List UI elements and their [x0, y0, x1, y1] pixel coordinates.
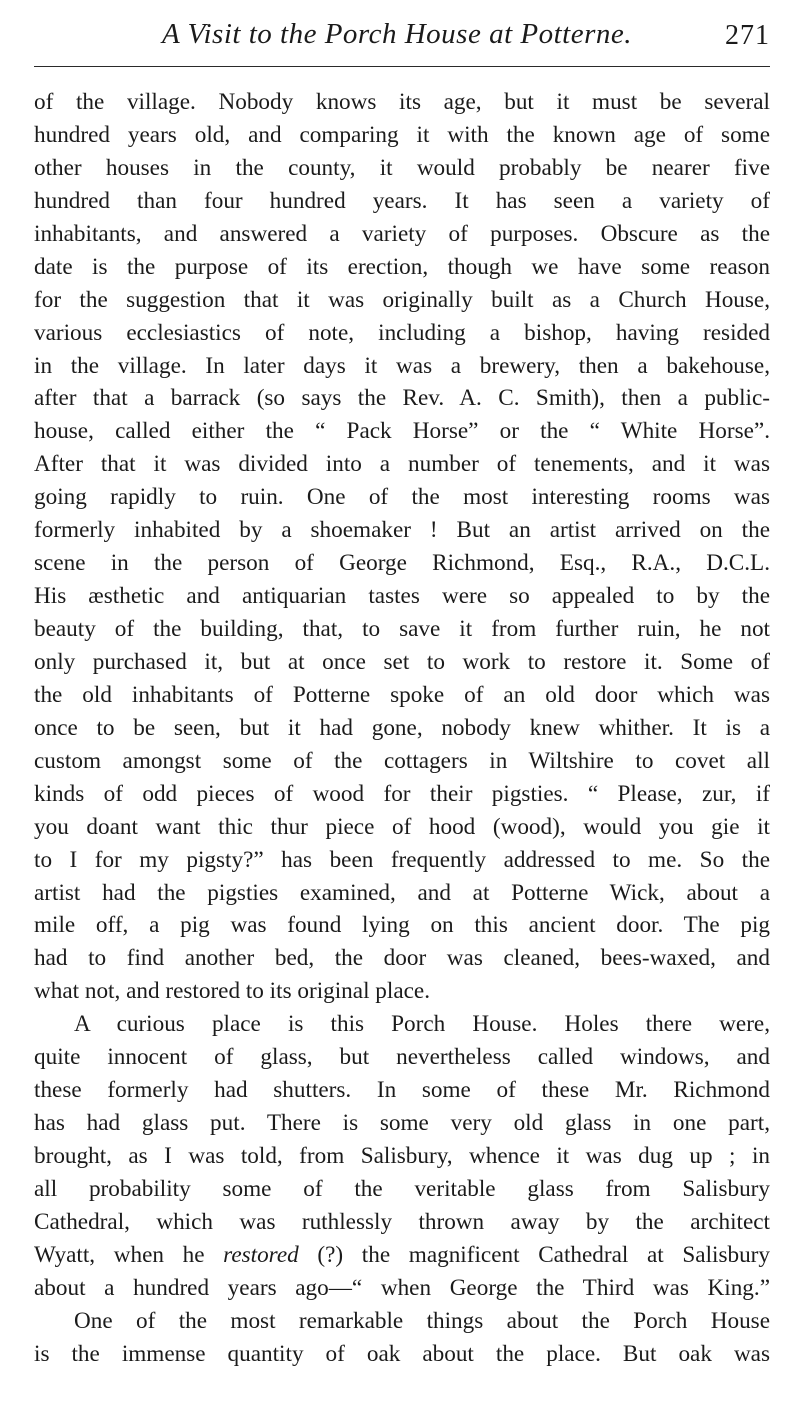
text-line: for the suggestion that it was originally built as a Church House,: [34, 286, 770, 313]
text-line: After that it was divided into a number of tenements, and it was: [34, 451, 770, 478]
text-line: artist had the pigsties examined, and at Potterne Wick, about a: [34, 879, 770, 906]
text-line: about a hundred years ago—“ when George the Third was King.”: [34, 1274, 770, 1301]
text-line: the old inhabitants of Potterne spoke of an old door which was: [34, 681, 770, 708]
text-line: going rapidly to ruin. One of the most interesting rooms was: [34, 484, 770, 511]
text-line: after that a barrack (so says the Rev. A. C. Smith), then a public-: [34, 385, 770, 412]
text-line: you doant want thic thur piece of hood (wood), would you gie it: [34, 813, 770, 840]
text-line: hundred than four hundred years. It has seen a variety of: [34, 187, 770, 214]
body-text: [34, 86, 770, 1371]
text-line: One of the most remarkable things about the Porch House: [74, 1307, 770, 1334]
text-line: has had glass put. There is some very old glass in one part,: [34, 1110, 770, 1137]
text-line: quite innocent of glass, but nevertheless called windows, and: [34, 1044, 770, 1071]
text-segment: Wyatt, when he: [34, 1241, 224, 1268]
text-line: of the village. Nobody knows its age, but it must be several: [34, 89, 770, 115]
paragraph: [34, 86, 770, 1008]
header-rule: [34, 66, 770, 67]
running-header: [34, 18, 770, 58]
text-line: Cathedral, which was ruthlessly thrown away by the architect: [34, 1208, 770, 1235]
text-line: what not, and restored to its original place.: [34, 978, 431, 1005]
text-line: formerly inhabited by a shoemaker ! But an artist arrived on the: [34, 517, 770, 544]
text-line: only purchased it, but at once set to work to restore it. Some of: [34, 648, 770, 675]
text-segment: (?) the magnificent Cathedral at Salisbury: [298, 1241, 770, 1268]
text-line: brought, as I was told, from Salisbury, whence it was dug up ; in: [34, 1143, 770, 1169]
text-line: beauty of the building, that, to save it from further ruin, he not: [34, 616, 770, 642]
text-line: to I for my pigsty?” has been frequently addressed to me. So the: [34, 846, 770, 873]
text-line: once to be seen, but it had gone, nobody knew whither. It is a: [34, 714, 770, 741]
text-line: other houses in the county, it would probably be nearer five: [34, 154, 770, 181]
text-line: these formerly had shutters. In some of these Mr. Richmond: [34, 1077, 770, 1104]
running-title: A Visit to the Porch House at Potterne.: [162, 18, 633, 50]
text-line-with-italic: [34, 1239, 770, 1272]
text-line: scene in the person of George Richmond, Esq., R.A., D.C.L.: [34, 550, 770, 577]
text-line: all probability some of the veritable glass from Salisbury: [34, 1175, 770, 1202]
paragraph: [34, 1305, 770, 1371]
paragraph: [34, 1008, 770, 1304]
text-line: His æsthetic and antiquarian tastes were so appealed to by the: [34, 583, 770, 610]
italic-word: restored: [223, 1241, 299, 1268]
page-number: 271: [725, 20, 770, 51]
text-line: kinds of odd pieces of wood for their pigsties. “ Please, zur, if: [34, 780, 770, 807]
text-line: date is the purpose of its erection, though we have some reason: [34, 253, 770, 280]
text-line: in the village. In later days it was a brewery, then a bakehouse,: [34, 352, 770, 379]
text-line: is the immense quantity of oak about the place. But oak was: [34, 1340, 770, 1367]
text-line: custom amongst some of the cottagers in Wiltshire to covet all: [34, 747, 770, 774]
text-line: hundred years old, and comparing it with the known age of some: [34, 121, 770, 148]
text-line: had to find another bed, the door was cleaned, bees-waxed, and: [34, 945, 770, 972]
text-line: mile off, a pig was found lying on this ancient door. The pig: [34, 912, 770, 939]
text-line: house, called either the “ Pack Horse” or the “ White Horse”.: [34, 418, 770, 445]
text-line: A curious place is this Porch House. Holes there were,: [74, 1011, 770, 1038]
text-line: various ecclesiastics of note, including a bishop, having resided: [34, 319, 770, 346]
text-line: inhabitants, and answered a variety of purposes. Obscure as the: [34, 220, 770, 247]
